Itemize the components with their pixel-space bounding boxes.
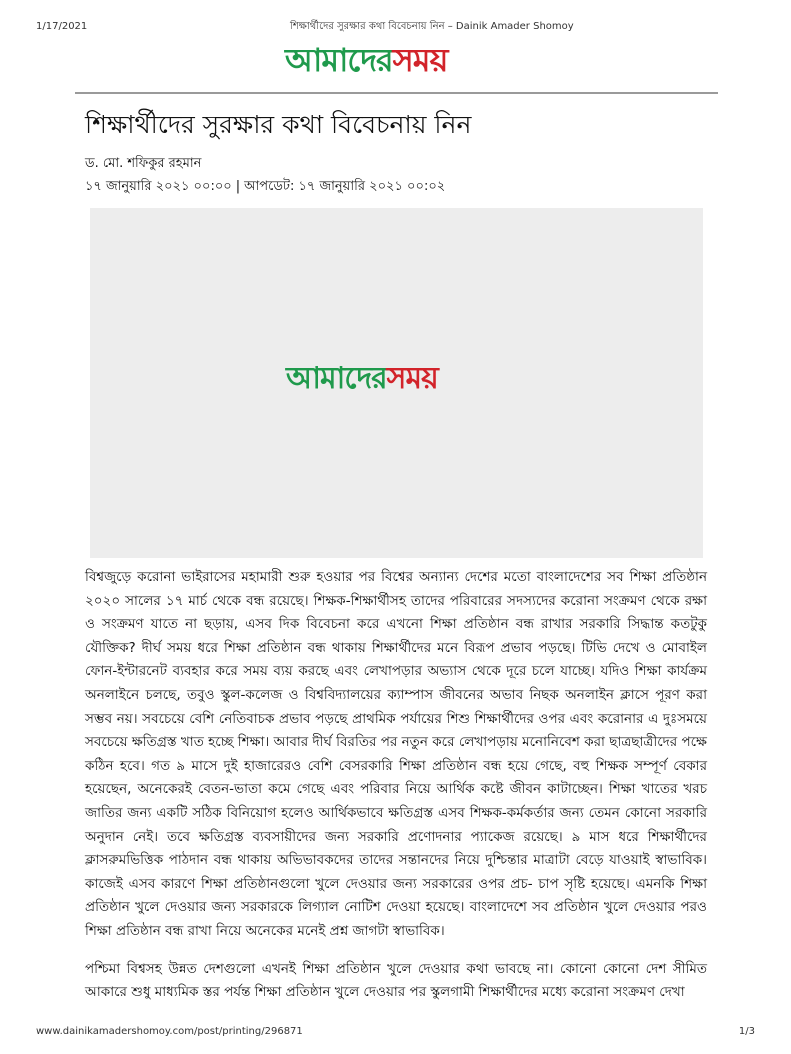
published-date: ১৭ জানুয়ারি ২০২১ ০০:০০: [85, 179, 232, 194]
logo-part-red: সময়: [386, 361, 438, 396]
site-logo[interactable]: [285, 38, 447, 82]
print-footer: [36, 1025, 755, 1054]
article-content: [36, 106, 755, 1054]
article-image-placeholder: [90, 208, 703, 558]
print-date: 1/17/2021: [36, 21, 88, 32]
article-dateline: [85, 175, 707, 198]
article-paragraph: বিশ্বজুড়ে করোনা ভাইরাসের মহামারী শুরু হওয়ার পর বিশ্বের অন্যান্য দেশের মতো বাংলাদেশের সব শিক্ষা প্রতিষ্ঠান ২০২০ সালের ১৭ মার্চ থেকে বন্ধ রয়েছে। শিক্ষক-শিক্ষার্থীসহ তাদের পরিবারের সদস্যদের করোনা সংক্রমণ থেকে রক্ষা ও সংক্রমণ যাতে না ছড়ায়, এসব দিক বিবেচনা করে এখনো শিক্ষা প্রতিষ্ঠান বন্ধ রাখার সরকারি সিদ্ধান্ত কতটুকু যৌক্তিক? দীর্ঘ সময় ধরে শিক্ষা প্রতিষ্ঠান বন্ধ থাকায় শিক্ষার্থীদের মনে বিরূপ প্রভাব পড়ছে। টিভি দেখে ও মোবাইল ফোন-ইন্টারনেট ব্যবহার করে সময় ব্যয় করছে এবং লেখাপড়ার অভ্যাস থেকে দূরে চলে যাচ্ছে। যদিও শিক্ষা কার্যক্রম অনলাইনে চলছে, তবুও স্কুল-কলেজ ও বিশ্ববিদ্যালয়ের ক্যাম্পাস জীবনের অভাব নিছক অনলাইন ক্লাসে পূরণ করা সম্ভব নয়। সবচেয়ে বেশি নেতিবাচক প্রভাব পড়ছে প্রাথমিক পর্যায়ের শিশু শিক্ষার্থীদের ওপর এবং করোনার এ দুঃসময়ে সবচেয়ে ক্ষতিগ্রস্ত খাত হচ্ছে শিক্ষা। আবার দীর্ঘ বিরতির পর নতুন করে লেখাপড়ায় মনোনিবেশ করা ছাত্রছাত্রীদের পক্ষে কঠিন হবে। গত ৯ মাসে দুই হাজারেরও বেশি বেসরকারি শিক্ষা প্রতিষ্ঠান বন্ধ হয়ে গেছে, বহু শিক্ষক সম্পূর্ণ বেকার হয়েছেন, অনেকেরই বেতন-ভাতা কমে গেছে এবং পরিবার নিয়ে আর্থিক কষ্টে জীবন কাটাচ্ছেন। শিক্ষা খাতের খরচ জাতির জন্য একটি সঠিক বিনিয়োগ হলেও আর্থিকভাবে ক্ষতিগ্রস্ত এসব শিক্ষক-কর্মকর্তার জন্য তেমন কোনো সরকারি অনুদান নেই। তবে ক্ষতিগ্রস্ত ব্যবসায়ীদের জন্য সরকারি প্রণোদনার প্যাকেজ রয়েছে। ৯ মাস ধরে শিক্ষার্থীদের ক্লাসরুমভিত্তিক পাঠদান বন্ধ থাকায় অভিভাবকদের তাদের সন্তানদের নিয়ে দুশ্চিন্তার মাত্রাটা বেড়ে যাওয়াই স্বাভাবিক। কাজেই এসব কারণে শিক্ষা প্রতিষ্ঠানগুলো খুলে দেওয়ার জন্য সরকারের ওপর প্রচ- চাপ সৃষ্টি হয়েছে। এমনকি শিক্ষা প্রতিষ্ঠান খুলে দেওয়ার জন্য সরকারকে লিগ্যাল নোটিশ দেওয়া হয়েছে। বাংলাদেশে সব প্রতিষ্ঠান খুলে দেওয়ার পরও শিক্ষা প্রতিষ্ঠান বন্ধ রাখা নিয়ে অনেকের মনেই প্রশ্ন জাগটা স্বাভাবিক।: [85, 569, 707, 939]
placeholder-logo: [286, 358, 438, 400]
header-divider: [75, 92, 718, 94]
logo-part-red: সময়: [392, 41, 448, 79]
logo-part-green: আমাদের: [285, 41, 393, 79]
logo-part-green: আমাদের: [286, 361, 387, 396]
print-page-title: শিক্ষার্থীদের সুরক্ষার কথা বিবেচনায় নিন – Dainik Amader Shomoy: [290, 21, 574, 32]
print-page-number: 1/3: [738, 1025, 755, 1037]
article-title: শিক্ষার্থীদের সুরক্ষার কথা বিবেচনায় নিন: [85, 110, 472, 139]
article-author: ড. মো. শফিকুর রহমান: [85, 156, 202, 171]
print-url: www.dainikamadershomoy.com/post/printing/296871: [36, 1025, 303, 1037]
dateline-separator: |: [235, 179, 241, 194]
updated-date: আপডেট: ১৭ জানুয়ারি ২০২১ ০০:০২: [244, 179, 446, 194]
article-paragraph: পশ্চিমা বিশ্বসহ উন্নত দেশগুলো এখনই শিক্ষা প্রতিষ্ঠান খুলে দেওয়ার কথা ভাবছে না। কোনো কোনো দেশ সীমিত আকারে শুধু মাধ্যমিক স্তর পর্যন্ত শিক্ষা প্রতিষ্ঠান খুলে দেওয়ার পর স্কুলগামী শিক্ষার্থীদের মধ্যে করোনা সংক্রমণ দেখা: [85, 960, 707, 1001]
